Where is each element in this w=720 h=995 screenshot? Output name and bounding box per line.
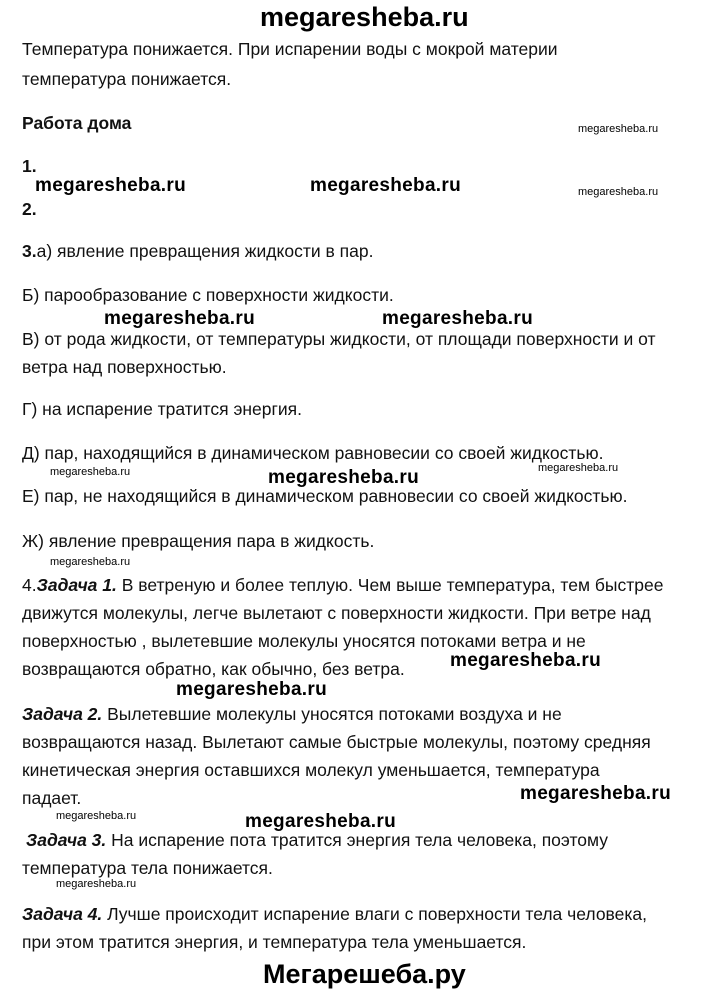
task3-line-2: температура тела понижается. <box>22 858 273 878</box>
task4-line-1 <box>22 903 647 925</box>
task2-text: Вылетевшие молекулы уносятся потоками воздуха и не <box>102 704 562 724</box>
watermark-big: megaresheba.ru <box>520 783 671 804</box>
q3-g: Г) на испарение тратится энергия. <box>22 399 303 419</box>
watermark-big: megaresheba.ru <box>35 175 186 196</box>
intro-line-2: температура понижается. <box>22 69 232 89</box>
q3-v-line-2: ветра над поверхностью. <box>22 357 227 377</box>
watermark-small: megaresheba.ru <box>578 123 659 135</box>
task4-label: Задача 4. <box>22 904 103 924</box>
site-footer: Мегарешеба.ру <box>263 959 466 989</box>
q3-a: а) явление превращения жидкости в пар. <box>36 241 374 261</box>
task4-text: Лучше происходит испарение влаги с поверхности тела человека, <box>102 904 648 924</box>
watermark-big: megaresheba.ru <box>245 811 396 832</box>
watermark-big: megaresheba.ru <box>268 467 419 488</box>
q4-number: 4. <box>22 575 37 595</box>
watermark-small: megaresheba.ru <box>50 466 131 478</box>
item-2: 2. <box>22 199 37 219</box>
q3-number: 3. <box>22 241 37 261</box>
task2-line-3: кинетическая энергия оставшихся молекул уменьшается, температура <box>22 760 600 780</box>
task4-line-2: при этом тратится энергия, и температура тела уменьшается. <box>22 932 527 952</box>
task1-line-2: движутся молекулы, легче вылетают с поверхности жидкости. При ветре над <box>22 603 651 623</box>
task2-line-2: возвращаются назад. Вылетают самые быстрые молекулы, поэтому средняя <box>22 732 651 752</box>
homework-title: Работа дома <box>22 113 132 133</box>
watermark-big: megaresheba.ru <box>104 308 255 329</box>
task1-line-1 <box>22 574 663 596</box>
task2-line-4: падает. <box>22 788 82 808</box>
q3-d: Д) пар, находящийся в динамическом равновесии со своей жидкостью. <box>22 443 604 463</box>
task1-text: В ветреную и более теплую. Чем выше температура, тем быстрее <box>116 575 664 595</box>
watermark-big: megaresheba.ru <box>382 308 533 329</box>
intro-line-1: Температура понижается. При испарении воды с мокрой материи <box>22 39 558 59</box>
q3-v-line-1: В) от рода жидкости, от температуры жидкости, от площади поверхности и от <box>22 329 656 349</box>
task3-line-1 <box>26 829 608 851</box>
watermark-big: megaresheba.ru <box>450 650 601 671</box>
q3-a-line <box>22 240 373 262</box>
q3-e: Е) пар, не находящийся в динамическом равновесии со своей жидкостью. <box>22 486 628 506</box>
watermark-small: megaresheba.ru <box>578 186 659 198</box>
q3-b: Б) парообразование с поверхности жидкости. <box>22 285 394 305</box>
task2-line-1 <box>22 703 562 725</box>
q3-zh: Ж) явление превращения пара в жидкость. <box>22 531 375 551</box>
watermark-small: megaresheba.ru <box>56 878 137 890</box>
task1-line-4: возвращаются обратно, как обычно, без ветра. <box>22 659 405 679</box>
item-1: 1. <box>22 156 37 176</box>
watermark-small: megaresheba.ru <box>56 810 137 822</box>
watermark-big: megaresheba.ru <box>310 175 461 196</box>
task1-label: Задача 1. <box>36 575 117 595</box>
task3-text: На испарение пота тратится энергия тела человека, поэтому <box>106 830 608 850</box>
task2-label: Задача 2. <box>22 704 103 724</box>
watermark-big: megaresheba.ru <box>176 679 327 700</box>
task1-line-3: поверхностью , вылетевшие молекулы уносятся потоками ветра и не <box>22 631 586 651</box>
watermark-small: megaresheba.ru <box>50 556 131 568</box>
watermark-small: megaresheba.ru <box>538 462 619 474</box>
task3-label: Задача 3. <box>26 830 107 850</box>
site-header: megaresheba.ru <box>260 2 469 32</box>
